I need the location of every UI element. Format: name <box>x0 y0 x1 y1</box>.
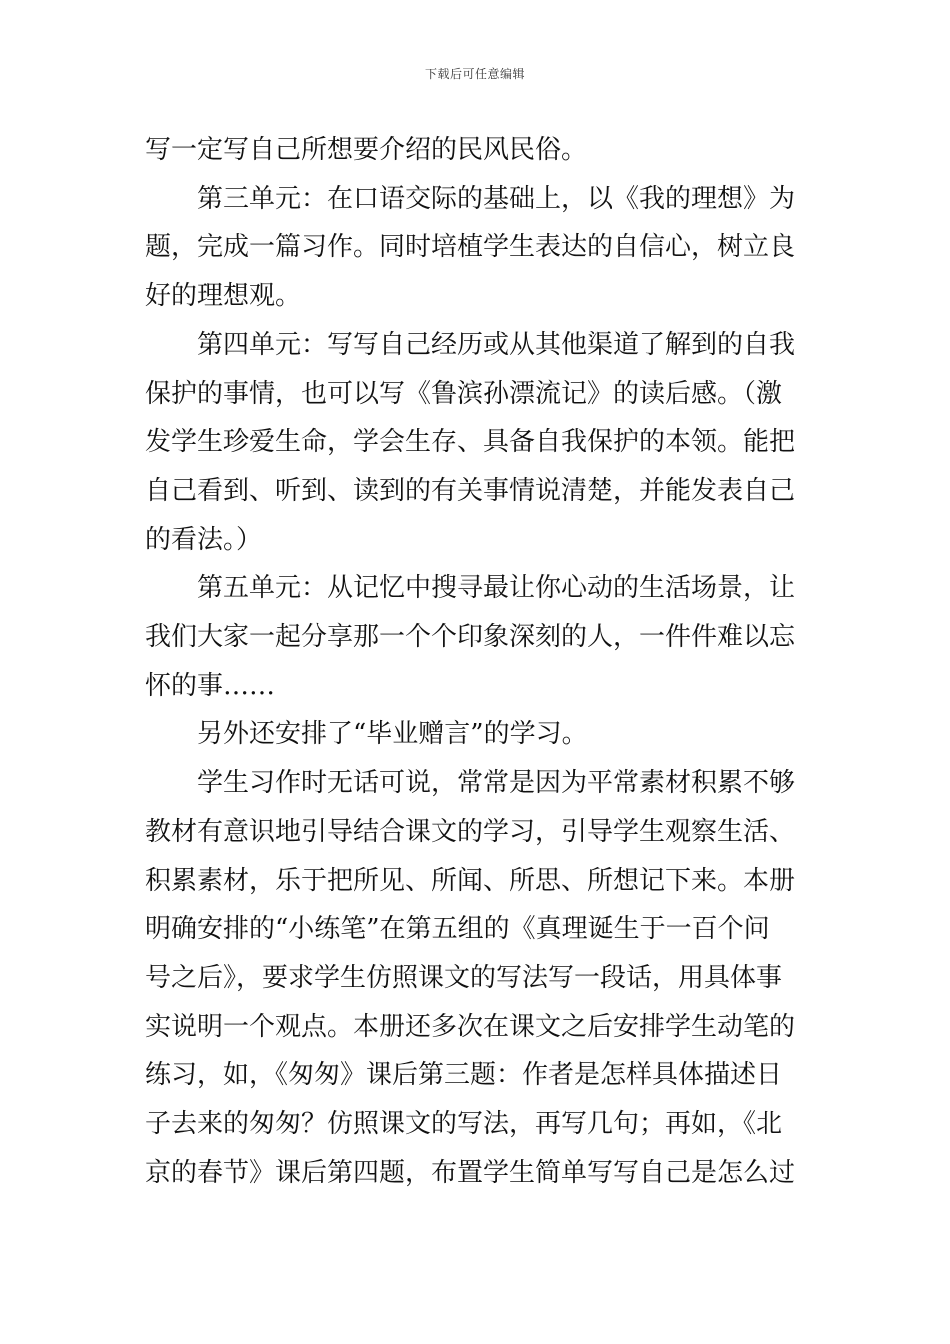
text-line: 发学生珍爱生命，学会生存、具备自我保护的本领。能把 <box>145 427 796 458</box>
text-line: 积累素材，乐于把所见、所闻、所思、所想记下来。本册 <box>145 865 796 896</box>
text-line: 京的春节》课后第四题，布置学生简单写写自己是怎么过 <box>145 1157 796 1188</box>
text-line: 自己看到、听到、读到的有关事情说清楚，并能发表自己 <box>145 475 796 506</box>
text-line: 学生习作时无话可说，常常是因为平常素材积累不够 <box>197 768 796 799</box>
text-line: 子去来的匆匆？仿照课文的写法，再写几句；再如，《北 <box>145 1109 783 1140</box>
text-line: 练习，如，《匆匆》课后第三题：作者是怎样具体描述日 <box>145 1060 783 1091</box>
text-line: 保护的事情，也可以写《鲁滨孙漂流记》的读后感。（激 <box>145 378 783 409</box>
text-line: 第四单元：写写自己经历或从其他渠道了解到的自我 <box>197 329 796 360</box>
text-line: 的看法。） <box>145 524 263 555</box>
text-line: 号之后》，要求学生仿照课文的写法写一段话，用具体事 <box>145 962 783 993</box>
document-body <box>145 126 810 1197</box>
text-line: 第三单元：在口语交际的基础上，以《我的理想》为 <box>197 183 796 214</box>
text-line: 写一定写自己所想要介绍的民风民俗。 <box>145 135 588 165</box>
text-line: 我们大家一起分享那一个个印象深刻的人，一件件难以忘 <box>145 622 796 653</box>
text-line: 教材有意识地引导结合课文的学习，引导学生观察生活、 <box>145 816 796 847</box>
page-header: 下载后可任意编辑 <box>424 67 525 81</box>
text-line: 实说明一个观点。本册还多次在课文之后安排学生动笔的 <box>145 1011 796 1042</box>
text-line: 明确安排的“小练笔”在第五组的《真理诞生于一百个问 <box>145 914 770 945</box>
text-line: 另外还安排了“毕业赠言”的学习。 <box>197 719 588 750</box>
text-line: 题，完成一篇习作。同时培植学生表达的自信心，树立良 <box>145 232 796 263</box>
text-line: 好的理想观。 <box>145 281 302 312</box>
text-line: 第五单元：从记忆中搜寻最让你心动的生活场景，让 <box>197 573 796 604</box>
text-line: 怀的事…… <box>145 670 276 701</box>
